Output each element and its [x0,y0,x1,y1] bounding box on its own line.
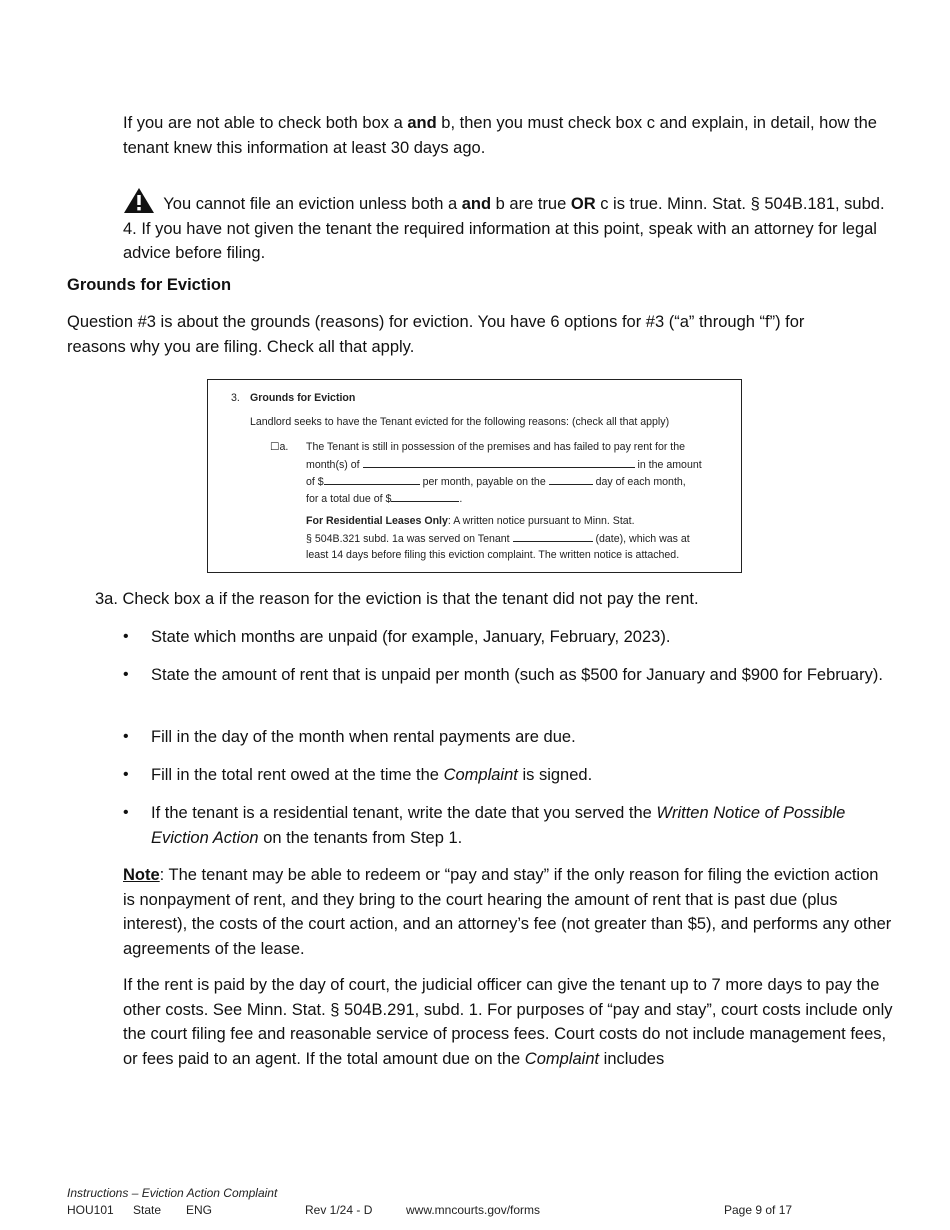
warning-triangle-icon [123,187,155,214]
bullet-item: If the tenant is a residential tenant, write the date that you served the Written Notice of Possible Eviction Action on the tenants from Step 1. [151,804,846,847]
footer-title: Instructions – Eviction Action Complaint [67,1186,278,1200]
warning-paragraph: You cannot file an eviction unless both a and b are true OR c is true. Minn. Stat. § 504B.181, subd. 4. If you have not given the tenant the required information at this point, speak with an attorney for legal advice before filing. [123,187,893,266]
bullet-item: Fill in the day of the month when rental payments are due. [151,728,576,746]
form-excerpt-figure [207,379,742,573]
blank-line [391,490,459,502]
footer-form-code: HOU101 [67,1203,114,1217]
bullet-marker: • [123,804,129,821]
footer-url[interactable]: www.mncourts.gov/forms [406,1203,541,1217]
figure-question-number: 3. [231,392,240,404]
figure-line: § 504B.321 subd. 1a was served on Tenant (date), which was at [306,530,726,547]
figure-title: Grounds for Eviction [250,392,356,404]
bullet-item: State the amount of rent that is unpaid per month (such as $500 for January and $900 for February). [151,666,883,684]
figure-line: of $ per month, payable on the day of each month, [306,473,726,490]
section-3a-lead: 3a. Check box a if the reason for the eviction is that the tenant did not pay the rent. [95,590,699,608]
blank-line [324,473,420,485]
footer-page-number: Page 9 of 17 [724,1203,793,1217]
bullet-marker: • [123,766,129,783]
blank-line [363,456,635,468]
intro-paragraph: If you are not able to check both box a and b, then you must check box c and explain, in detail, how the tenant knew this information at least 30 days ago. [123,114,877,157]
bullet-marker: • [123,728,129,745]
figure-intro: Landlord seeks to have the Tenant evicted for the following reasons: (check all that apply) [250,416,670,428]
footer-scope: State [133,1203,162,1217]
figure-body [306,439,726,564]
blank-line [513,530,593,542]
figure-line: The Tenant is still in possession of the premises and has failed to pay rent for the [306,441,686,453]
figure-line: least 14 days before filing this eviction complaint. The written notice is attached. [306,549,680,561]
figure-checkbox-a: ☐a. [270,441,289,453]
figure-line: For Residential Leases Only: A written notice pursuant to Minn. Stat. [306,515,635,527]
note-paragraph: Note: The tenant may be able to redeem or “pay and stay” if the only reason for filing the eviction action is nonpayment of rent, and they bring to the court hearing the amount of rent that is past due (plus interest), the costs of the court action, and an attorney’s fee (not greater than $5), and performs any other agreements of the lease. [123,866,892,958]
grounds-paragraph: Question #3 is about the grounds (reasons) for eviction. You have 6 options for #3 (“a” through “f”) for reasons why you are filing. Check all that apply. [67,313,805,356]
footer-revision: Rev 1/24 - D [305,1203,373,1217]
bullet-marker: • [123,628,129,645]
footer-language: ENG [186,1203,213,1217]
figure-line: for a total due of $ . [306,490,726,507]
note-label: Note [123,866,160,884]
figure-line: month(s) of in the amount [306,456,726,473]
blank-line [549,473,593,485]
bullet-item: Fill in the total rent owed at the time the Complaint is signed. [151,766,593,784]
pay-and-stay-paragraph: If the rent is paid by the day of court, the judicial officer can give the tenant up to 7 more days to pay the other costs. See Minn. Stat. § 504B.291, subd. 1. For purposes of “pay and stay”, court costs include only the court filing fee and reasonable service of process fees. Court costs do not include management fees, or fees paid to an agent. If the total amount due on the Complaint includes [123,976,893,1068]
bullet-item: State which months are unpaid (for example, January, February, 2023). [151,628,671,646]
bullet-marker: • [123,666,129,683]
section-heading: Grounds for Eviction [67,276,232,294]
